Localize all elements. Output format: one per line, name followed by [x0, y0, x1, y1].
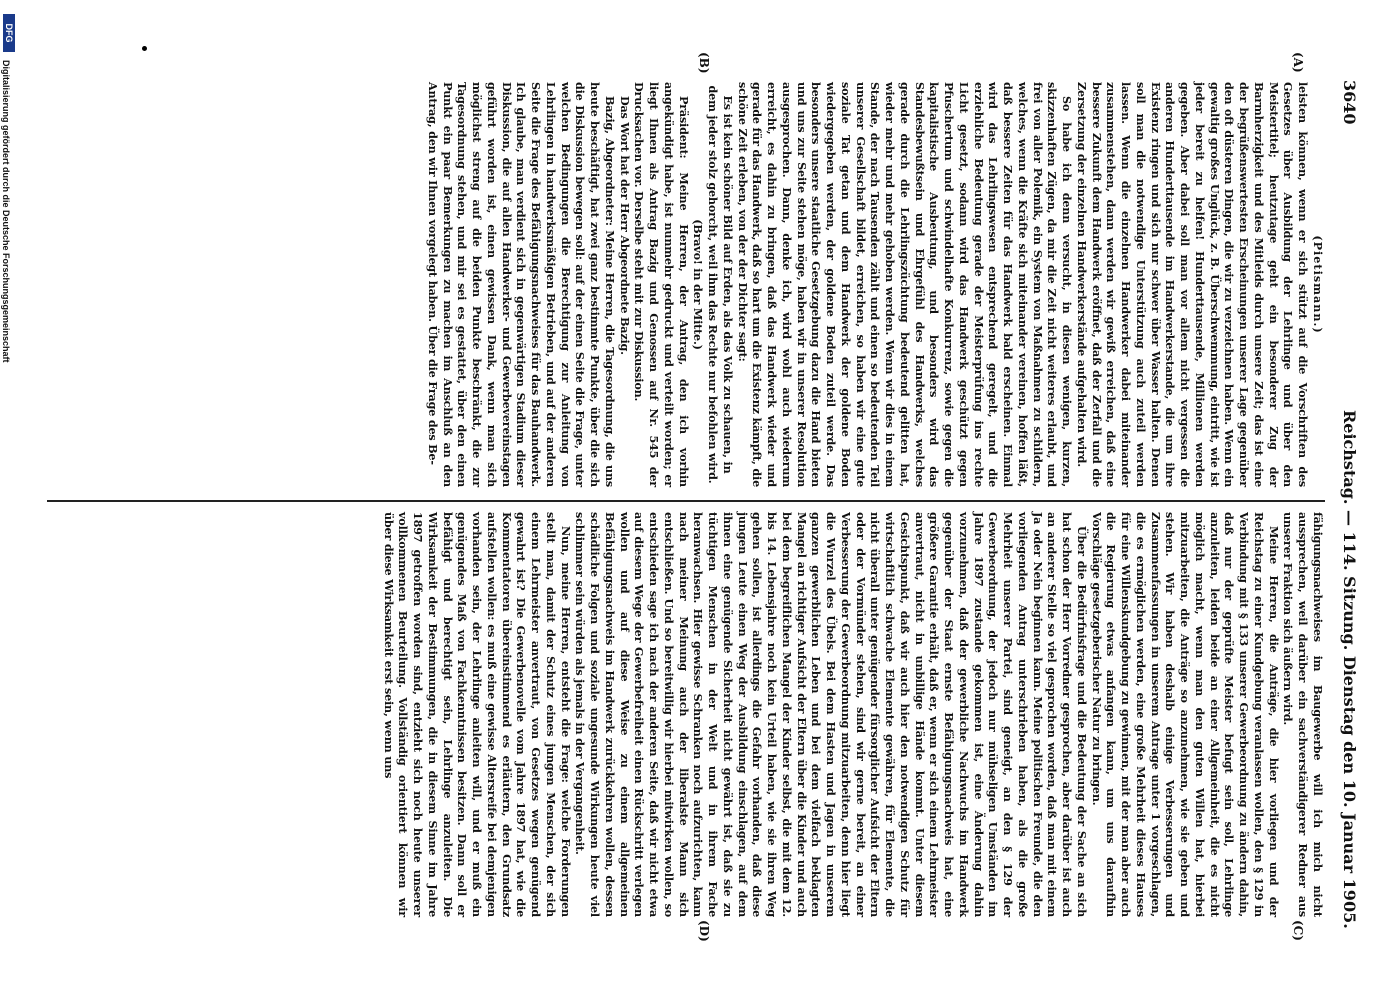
- page-number: 3640: [1340, 80, 1359, 125]
- applause-note: (Bravo! in der Mitte.): [691, 219, 706, 350]
- speaker-label: (Pietismann.): [1311, 235, 1325, 334]
- paragraph: So habe ich denn versucht, in diesen wenigen, kurzen, skizzenhaften Zügen, da mir die Zeit nicht weiteres erlaubt, und frei von aller Polemik, ein System von Maßnahmen zu schildern, welches, wenn die Kräfte sich miteinander vereinen, hoffen läßt, daß bessere Zeiten für das Handwerk bald erscheinen. Einmal wird das Lehrlingswesen entsprechend geregelt, und die erziehliche Bedeutung gerade der Meisterprüfung ins rechte Licht gesetzt, sodann wird das Handwerk geschützt gegen Pfuschertum und schwindelhafte Konkurrenz, sowie gegen die kapitalistische Ausbeutung, und besonders wird das Standesbewußtsein und Ehrgefühl des Handwerks, welches gerade durch die Lehrlingszüchtung bedeutend gelitten hat, wieder mehr und mehr gehoben werden. Wenn wir dies in einem Stande, der nach Tausenden zählt und einen so bedeutenden Teil unserer Gesellschaft bildet, erreichen, so haben wir eine gute soziale Tat getan und dem Handwerk der goldene Boden wiedergegeben werden, der goldene Boden zuteil werde. Das besonders unsere staatliche Gesetzgebung dazu die Hand bieten und uns zur Seite stehen möge, haben wir in unserer Resolution ausgesprochen. Dann, denke ich, wird wohl auch wiederum erreicht, es dahin zu bringen, daß das Handwerk wieder und gerade für das Handwerk, daß so hart um die Existenz kämpft, die schöne Zeit erleben, von der der Dichter sagt:: [735, 82, 1075, 487]
- paragraph: Über die Bedürfnisfrage und die Bedeutung der Sache an sich hat schon der Herr Vorredner gesprochen, aber darüber ist auch an anderer Stelle so viel gesprochen worden, daß man mit einem Ja oder Nein beginnen kann. Meine politischen Freunde, die den vorliegenden Antrag unterschrieben haben, als die große Mehrheit unserer Partei, sind geneigt, an den § 129 der Gewerbeordnung, der jedoch nur mühseligen Umständen im Jahre 1897 zustande gekommen ist, eine Änderung dahin vorzunehmen, daß der gewerbliche Nachwuchs im Handwerk gegenüber der Staat ernste Befähigungsnachweis hat, eine größere Garantie erhält, daß er, wenn er sich einem Lehrmeister anvertraut, nicht in unbillige Hände kommt. Unter diesem Gesichtspunkt, daß wir auch hier den notwendigen Schutz für wirtschaftlich schwache Elemente gewähren, für Elemente, die nicht überall unter genügender fürsorglicher Aufsicht der Eltern oder der Vormünder stehen, sind wir gerne bereit, an einer Verbesserung der Gewerbeordnung mitzuarbeiten, denn hier liegt die Wurzel des Übels. Bei dem Hasten und Jagen in unserem ganzen gewerblichen Leben und bei dem vielfach beklagten Mangel an richtiger Aufsicht der Eltern über die Kinder und auch bei dem begreiflichen Mangel der Kinder selbst, die mit dem 12. bis 14. Lebensjahre noch kein Urteil haben, wie sie ihren Weg gehen sollen, ist allerdings die Gefahr vorhanden, daß diese jungen Leute einen Weg der Ausbildung einschlagen, auf dem ihnen eine genügende Sicherheit nicht gewährt ist, daß sie zu tüchtigen Menschen in der Welt und in ihrem Fache heranwachsen. Hier gewisse Schranken noch aufzurichten, kann nach meiner Meinung auch der liberalste Mann sich entschließen. Und so bereitwillig wir hierbei mitwirken wollen, so entschieden sage ich nach der anderen Seite, daß wir nicht etwa auf diesem Wege der Gewerbefreiheit einen Rückschritt verlegen wollen und auf diese Weise zu einem allgemeinen Befähigungsnachweis im Handwerk zurückkehren wollen, dessen schädliche Folgen und soziale ungesunde Wirkungen heute viel schlimmer sein würden als jemals in der Vergangenheit.: [573, 512, 1089, 917]
- quote: Es ist kein schöner Bild auf Erden, als das Volk zu schauen, in dem jeder stolz gehorcht, weil ihm das Rechte nur befohlen wird.: [706, 85, 735, 484]
- right-column: [381, 512, 1325, 917]
- margin-mark-a: (A): [1291, 52, 1305, 73]
- footer-credit: Digitalisierung gefördert durch die Deutsche Forschungsgemeinschaft: [1, 60, 11, 363]
- paragraph: Nun, meine Herren, entsteht die Frage: welche Forderungen stellt man, damit der Schutz eines jungen Menschen, der sich einem Lehrmeister anvertraut, von Gesetzes wegen genügend gewahrt ist? Die Gewerbenovelle vom Jahre 1897 hat, wie die Kommentatoren übereinstimmend es erläutern, den Grundsatz aufstellen wollen: es muß eine gewisse Altersreife bei demjenigen vorhanden sein, der Lehrlinge anleiten will, und er muß ein genügendes Maß von Fachkenntnissen besitzen. Dann soll er befähigt und berechtigt sein, Lehrlinge anzuleiten. Die Wirksamkeit der Bestimmungen, die in diesem Sinne im Jahre 1897 getroffen worden sind, entzieht sich noch heute unserer vollkommenen Beurteilung. Vollständig orientiert können wir über diese Wirksamkeit erst sein, wenn uns: [381, 512, 573, 917]
- margin-mark-c: (C): [1291, 920, 1305, 941]
- page-header: [1337, 80, 1359, 929]
- paragraph: leisten können, wenn er sich stützt auf die Vorschriften des Gesetzes über Ausbildung der Lehrlinge und über den Meistertitel; heutzutage geht ein besonderer Zug der Barmherzigkeit und des Mitleids durch unsere Zeit; das ist eine der begrüßenswertesten Erscheinungen unserer Lage gegenüber den oft düsteren Dingen, die wir zu verzeichnen haben. Wenn ein gewaltig großes Unglück, z. B. Überschwemmung, eintritt, wie ist jeder bereit zu helfen! Hunderttausende, Millionen werden gegeben. Aber dabei soll man vor allem nicht vergessen die anderen Hunderttausende im Handwerkerstande, die um ihre Existenz ringen und sich nur schwer über Wasser halten. Denen soll man die notwendige Unterstützung auch zuteil werden lassen. Wenn die einzelnen Handwerker dabei miteinander zusammenstehen, dann werden wir gewiß erreichen, daß eine bessere Zukunft dem Handwerk eröffnet, daß der Zerfall und die Zersetzung der einzelnen Handwerkerstände aufgehalten wird.: [1075, 82, 1311, 487]
- left-column: [425, 82, 1325, 487]
- margin-mark-d: (D): [697, 920, 711, 942]
- paragraph: Das Wort hat der Herr Abgeordnete Bazig.: [617, 96, 632, 355]
- margin-mark-b: (B): [697, 52, 711, 74]
- paragraph: fähigungsnachweises im Baugewerbe will ich mich nicht aussprechen, weil darüber ein sachverständigerer Redner aus unserer Fraktion sich äußern wird.: [1281, 512, 1325, 917]
- dfg-logo: DFG: [3, 14, 15, 52]
- paragraph: Präsident: Meine Herren, der Antrag, den ich vorhin angekündigt habe, ist nunmehr gedruckt und verteilt worden; er liegt Ihnen als Antrag Bazig und Genossen auf Nr. 545 der Drucksachen vor. Derselbe steht mit zur Diskussion.: [632, 82, 691, 487]
- paragraph: Bazig, Abgeordneter: Meine Herren, die Tagesordnung, die uns heute beschäftigt, hat zwei ganz bestimmte Punkte, über die sich die Diskussion bewegen soll: auf der einen Seite die Frage, unter welchen Bedingungen die Berechtigung zur Anleitung von Lehrlingen in handwerksmäßigen Betrieben, und auf der anderen Seite die Frage des Befähigungsnachweises für das Bauhandwerk. Ich glaube, man verdient sich in gegenwärtigen Stadium dieser Diskussion, die auf allen Handwerker- und Gewerbevereinstagen geführt worden ist, einen gewissen Dank, wenn man sich möglichst streng auf die beiden Punkte beschränkt, die zur Tagesordnung stehen, und mir sei es gestattet, über den einen Punkt ein paar Bemerkungen zu machen im Anschluß an den Antrag, den wir Ihnen vorgelegt haben. Über die Frage des Be-: [426, 82, 617, 487]
- page-title: Reichstag. — 114. Sitzung. Dienstag den 10. Januar 1905.: [1340, 410, 1359, 929]
- scan-speck: [142, 46, 147, 51]
- paragraph: Meine Herren, die Anträge, die hier vorliegen und der Reichstag zu einer Kundgebung veranlassen wollen, den § 129 in Verbindung mit § 133 unserer Gewerbeordnung zu ändern dahin, daß nur der geprüfte Meister befugt sein soll, Lehrlinge anzuleiten, leiden beide an einer Allgemeinheit, die es nicht möglich macht, wenn man den guten Willen hat, hierbei mitzuarbeiten, die Anträge so anzunehmen, wie sie geben und stehen. Wir haben deshalb einige Verbesserungen und Zusammenfassungen in unserem Antrage unter 1 vorgeschlagen, die es ermöglichen werden, eine große Mehrheit dieses Hauses für eine Willenskundgebung zu gewinnen, mit der man aber auch die Regierung etwas anfangen kann, um uns daraufhin Vorschläge gesetzgeberischer Natur zu bringen.: [1089, 512, 1281, 917]
- column-divider: [47, 500, 1325, 502]
